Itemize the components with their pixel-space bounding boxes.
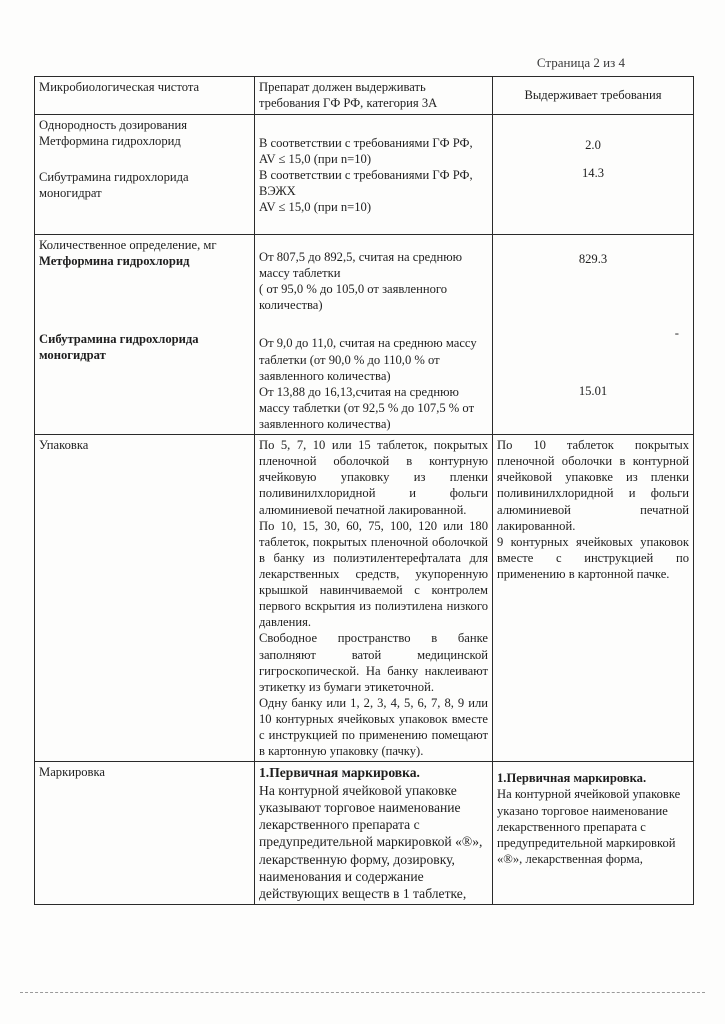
packaging-name: Упаковка bbox=[35, 435, 255, 762]
uniformity-metformin-result: 2.0 bbox=[585, 138, 601, 152]
assay-results bbox=[493, 235, 694, 435]
marking-requirements bbox=[255, 762, 493, 905]
packaging-req-2: По 10, 15, 30, 60, 75, 100, 120 или 180 таблеток, покрытых пленочной оболочкой в банку из полиэтилентерефталата для лекарственных средств, укупоренную крышкой навинчиваемой с контролем первого вскрытия из полиэтилена низкого давления. bbox=[259, 518, 488, 630]
micro-name: Микробиологическая чистота bbox=[35, 77, 255, 115]
uniformity-sibutramine-name: Сибутрамина гидрохлорида моногидрат bbox=[39, 170, 189, 201]
assay-sibutramine-result-2: 15.01 bbox=[578, 384, 608, 399]
assay-metformin-result: 829.3 bbox=[578, 252, 608, 266]
table-row-assay bbox=[35, 235, 694, 435]
marking-req-title: 1.Первичная маркировка. bbox=[259, 765, 420, 781]
assay-metformin-req-2: ( от 95,0 % до 105,0 от заявленного количества) bbox=[259, 282, 448, 313]
page-number: Страница 2 из 4 bbox=[536, 55, 625, 70]
packaging-results bbox=[493, 435, 694, 762]
uniformity-results bbox=[493, 115, 694, 235]
uniformity-sibutramine-result: 14.3 bbox=[581, 166, 605, 181]
assay-metformin-req-1: От 807,5 до 892,5, считая на среднюю массу таблетки bbox=[259, 250, 463, 281]
packaging-req-3: Свободное пространство в банке заполняют ватой медицинской гигроскопической. На банку наклеивают этикетку из бумаги этикеточной. bbox=[259, 631, 488, 694]
footer-divider bbox=[20, 992, 705, 993]
packaging-req-1: По 5, 7, 10 или 15 таблеток, покрытых пленочной оболочкой в контурную ячейковую упаковку из пленки поливинилхлоридной и фольги алюминиевой печатной лакированной. bbox=[259, 438, 488, 517]
packaging-result-1: По 10 таблеток покрытых пленочной оболочки в контурной ячейковой упаковке из пленки поливинилхлоридной и фольги алюминиевой печатной лакированной. bbox=[497, 438, 689, 533]
assay-sibutramine-name: Сибутрамина гидрохлорида моногидрат bbox=[39, 332, 199, 363]
uniformity-names bbox=[35, 115, 255, 235]
table-row-marking bbox=[35, 762, 694, 905]
uniformity-sibutramine-req-2: AV ≤ 15,0 (при n=10) bbox=[259, 200, 372, 215]
packaging-requirements bbox=[255, 435, 493, 762]
assay-sibutramine-req-2: От 13,88 до 16,13,считая на среднюю массу таблетки (от 92,5 % до 107,5 % от заявленного количества) bbox=[259, 384, 475, 431]
assay-sibutramine-req-1: От 9,0 до 11,0, считая на среднюю массу таблетки (от 90,0 % до 110,0 % от заявленного количества) bbox=[259, 336, 477, 383]
assay-requirements bbox=[255, 235, 493, 435]
marking-result-text: На контурной ячейковой упаковке указано торговое наименование лекарственного препарата с предупредительной маркировкой «®», лекарственная форма, bbox=[497, 787, 681, 866]
table-row-uniformity bbox=[35, 115, 694, 235]
packaging-result-2: 9 контурных ячейковых упаковок вместе с инструкцией по применению в картонной пачке. bbox=[497, 534, 689, 581]
micro-result: Выдерживает требования bbox=[493, 77, 694, 115]
specification-table bbox=[34, 76, 694, 905]
uniformity-sibutramine-req-1: В соответствии с требованиями ГФ РФ, ВЭЖХ bbox=[259, 168, 473, 199]
uniformity-requirements bbox=[255, 115, 493, 235]
table-row-micro bbox=[35, 77, 694, 115]
marking-result-title: 1.Первичная маркировка. bbox=[497, 771, 647, 786]
uniformity-metformin-req-1: В соответствии с требованиями ГФ РФ, bbox=[259, 136, 473, 150]
assay-title: Количественное определение, мг bbox=[39, 238, 217, 252]
packaging-req-4: Одну банку или 1, 2, 3, 4, 5, 6, 7, 8, 9 или 10 контурных ячейковых упаковок вместе с инструкцией по применению помещают в картонную упаковку (пачку). bbox=[259, 695, 488, 759]
marking-name: Маркировка bbox=[35, 762, 255, 905]
assay-names bbox=[35, 235, 255, 435]
uniformity-metformin-req-2: AV ≤ 15,0 (при n=10) bbox=[259, 152, 372, 167]
assay-sibutramine-result-1: - bbox=[674, 326, 679, 341]
uniformity-metformin-name: Метформина гидрохлорид bbox=[39, 134, 181, 149]
assay-metformin-name: Метформина гидрохлорид bbox=[39, 254, 190, 269]
uniformity-title: Однородность дозирования bbox=[39, 118, 188, 132]
table-row-packaging bbox=[35, 435, 694, 762]
marking-results bbox=[493, 762, 694, 905]
micro-requirement: Препарат должен выдерживать требования ГФ РФ, категория 3А bbox=[255, 77, 493, 115]
marking-req-text: На контурной ячейковой упаковке указывают торговое наименование лекарственного препарата с предупредительной маркировкой «®», лекарственную форму, дозировку, наименования и содержание действующих веществ в 1 таблетке, bbox=[259, 782, 483, 902]
